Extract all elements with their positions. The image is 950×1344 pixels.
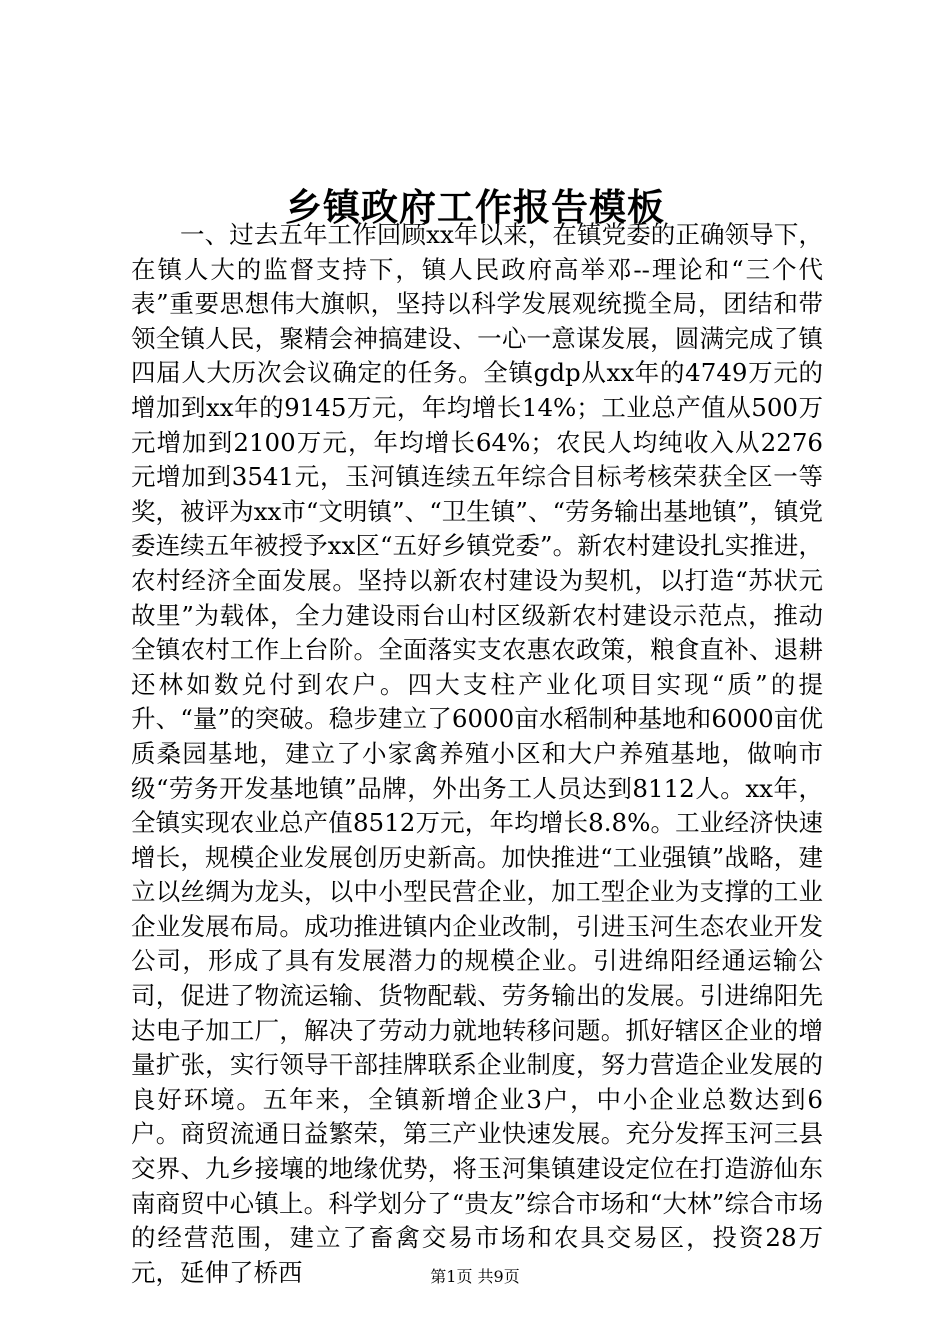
document-body-paragraph: 一、过去五年工作回顾xx年以来，在镇党委的正确领导下，在镇人大的监督支持下，镇人民政府高举邓--理论和“三个代表”重要思想伟大旗帜，坚持以科学发展观统揽全局，团结和带领全镇人民，聚精会神搞建设、一心一意谋发展，圆满完成了镇四届人大历次会议确定的任务。全镇gdp从xx年的4749万元的增加到xx年的9145万元，年均增长14%；工业总产值从500万元增加到2100万元，年均增长64%；农民人均纯收入从2276元增加到3541元，玉河镇连续五年综合目标考核荣获全区一等奖，被评为xx市“文明镇”、“卫生镇”、“劳务输出基地镇”，镇党委连续五年被授予xx区“五好乡镇党委”。新农村建设扎实推进，农村经济全面发展。坚持以新农村建设为契机，以打造“苏状元故里”为载体，全力建设雨台山村区级新农村建设示范点，推动全镇农村工作上台阶。全面落实支农惠农政策，粮食直补、退耕还林如数兑付到农户。四大支柱产业化项目实现“质”的提升、“量”的突破。稳步建立了6000亩水稻制种基地和6000亩优质桑园基地，建立了小家禽养殖小区和大户养殖基地，做响市级“劳务开发基地镇”品牌，外出务工人员达到8112人。xx年，全镇实现农业总产值8512万元，年均增长8.8%。工业经济快速增长，规模企业发展创历史新高。加快推进“工业强镇”战略，建立以丝绸为龙头，以中小型民营企业，加工型企业为支撑的工业企业发展布局。成功推进镇内企业改制，引进玉河生态农业开发公司，形成了具有发展潜力的规模企业。引进绵阳经通运输公司，促进了物流运输、货物配载、劳务输出的发展。引进绵阳先达电子加工厂，解决了劳动力就地转移问题。抓好辖区企业的增量扩张，实行领导干部挂牌联系企业制度，努力营造企业发展的良好环境。五年来，全镇新增企业3户，中小企业总数达到6户。商贸流通日益繁荣，第三产业快速发展。充分发挥玉河三县交界、九乡接壤的地缘优势，将玉河集镇建设定位在打造游仙东南商贸中心镇上。科学划分了“贵友”综合市场和“大林”综合市场的经营范围，建立了畜禽交易市场和农具交易区，投资28万元，延伸了桥西 [131, 220, 823, 1287]
document-title: 乡镇政府工作报告模板 [285, 185, 665, 229]
page-indicator: 第1页 共9页 [430, 1267, 520, 1286]
